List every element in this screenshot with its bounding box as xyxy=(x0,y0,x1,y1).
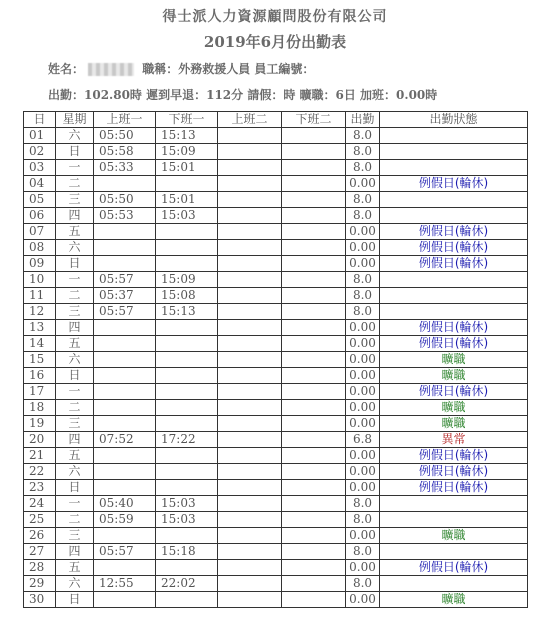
table-cell: 四 xyxy=(56,432,94,448)
table-cell: 01 xyxy=(24,128,56,144)
status-cell xyxy=(380,128,528,144)
table-cell: 20 xyxy=(24,432,56,448)
table-row xyxy=(24,288,528,304)
table-cell xyxy=(218,432,282,448)
table-row xyxy=(24,384,528,400)
table-cell xyxy=(156,320,218,336)
table-cell xyxy=(218,400,282,416)
column-header: 上班一 xyxy=(94,112,156,128)
table-cell: 0.00 xyxy=(346,384,380,400)
table-cell xyxy=(218,464,282,480)
column-header: 下班二 xyxy=(282,112,346,128)
table-cell xyxy=(156,464,218,480)
table-cell: 一 xyxy=(56,272,94,288)
table-cell xyxy=(282,448,346,464)
table-cell xyxy=(218,208,282,224)
table-cell: 8.0 xyxy=(346,512,380,528)
table-cell xyxy=(94,240,156,256)
table-cell xyxy=(282,160,346,176)
table-cell xyxy=(156,416,218,432)
table-cell: 07:52 xyxy=(94,432,156,448)
table-cell xyxy=(282,592,346,608)
table-cell: 三 xyxy=(56,416,94,432)
table-cell xyxy=(156,240,218,256)
status-cell: 例假日(輪休) xyxy=(380,384,528,400)
table-cell xyxy=(282,320,346,336)
table-cell: 05:37 xyxy=(94,288,156,304)
table-cell: 12:55 xyxy=(94,576,156,592)
status-cell xyxy=(380,496,528,512)
status-cell xyxy=(380,512,528,528)
table-cell: 六 xyxy=(56,352,94,368)
table-cell: 8.0 xyxy=(346,128,380,144)
status-cell: 例假日(輪休) xyxy=(380,240,528,256)
table-row xyxy=(24,464,528,480)
attendance-summary: 出勤：102.80時 遲到早退：112分 請假：時 曠職：6日 加班：0.00時 xyxy=(48,88,438,102)
table-cell xyxy=(218,336,282,352)
table-cell xyxy=(282,192,346,208)
table-cell: 03 xyxy=(24,160,56,176)
table-cell xyxy=(218,592,282,608)
table-cell xyxy=(94,448,156,464)
table-cell: 日 xyxy=(56,256,94,272)
table-cell xyxy=(282,352,346,368)
table-cell xyxy=(156,256,218,272)
table-cell xyxy=(156,560,218,576)
table-cell: 二 xyxy=(56,512,94,528)
table-cell: 一 xyxy=(56,496,94,512)
table-cell xyxy=(218,368,282,384)
table-row xyxy=(24,256,528,272)
column-header: 出勤 xyxy=(346,112,380,128)
status-cell: 異常 xyxy=(380,432,528,448)
table-cell xyxy=(218,416,282,432)
table-cell: 06 xyxy=(24,208,56,224)
table-cell xyxy=(282,512,346,528)
table-cell: 二 xyxy=(56,288,94,304)
table-cell xyxy=(156,224,218,240)
table-cell: 15:18 xyxy=(156,544,218,560)
table-cell: 三 xyxy=(56,304,94,320)
table-row xyxy=(24,160,528,176)
table-cell: 22:02 xyxy=(156,576,218,592)
table-cell xyxy=(218,320,282,336)
table-cell: 05:50 xyxy=(94,128,156,144)
table-cell xyxy=(94,464,156,480)
table-cell xyxy=(218,352,282,368)
table-cell xyxy=(282,304,346,320)
table-cell xyxy=(218,304,282,320)
redacted-name xyxy=(88,63,134,76)
table-cell: 12 xyxy=(24,304,56,320)
table-cell: 0.00 xyxy=(346,416,380,432)
status-cell: 例假日(輪休) xyxy=(380,320,528,336)
table-cell: 8.0 xyxy=(346,144,380,160)
table-cell xyxy=(282,272,346,288)
table-cell: 15:01 xyxy=(156,192,218,208)
table-cell: 8.0 xyxy=(346,272,380,288)
table-cell xyxy=(282,432,346,448)
table-cell: 五 xyxy=(56,448,94,464)
table-cell: 0.00 xyxy=(346,592,380,608)
status-cell xyxy=(380,304,528,320)
table-cell: 6.8 xyxy=(346,432,380,448)
table-cell xyxy=(282,208,346,224)
table-cell: 0.00 xyxy=(346,256,380,272)
status-cell: 例假日(輪休) xyxy=(380,256,528,272)
table-cell xyxy=(282,144,346,160)
table-cell xyxy=(282,544,346,560)
table-cell: 15:03 xyxy=(156,496,218,512)
status-cell: 例假日(輪休) xyxy=(380,464,528,480)
table-row xyxy=(24,368,528,384)
table-cell xyxy=(218,576,282,592)
table-cell: 27 xyxy=(24,544,56,560)
status-cell: 例假日(輪休) xyxy=(380,336,528,352)
table-cell xyxy=(282,480,346,496)
table-cell: 18 xyxy=(24,400,56,416)
name-label: 姓名： xyxy=(48,62,85,76)
table-cell xyxy=(282,288,346,304)
table-cell xyxy=(94,368,156,384)
table-cell: 05:53 xyxy=(94,208,156,224)
column-header: 星期 xyxy=(56,112,94,128)
company-name: 得士派人力資源顧問股份有限公司 xyxy=(162,9,388,25)
status-cell xyxy=(380,160,528,176)
table-cell: 15:01 xyxy=(156,160,218,176)
table-cell xyxy=(94,224,156,240)
table-cell: 0.00 xyxy=(346,400,380,416)
table-cell: 三 xyxy=(56,192,94,208)
table-cell: 0.00 xyxy=(346,528,380,544)
table-cell: 0.00 xyxy=(346,240,380,256)
status-cell xyxy=(380,288,528,304)
table-cell xyxy=(156,176,218,192)
job-title: 職稱：外務救援人員 xyxy=(142,62,251,76)
table-row xyxy=(24,512,528,528)
status-cell: 例假日(輪休) xyxy=(380,560,528,576)
table-cell: 0.00 xyxy=(346,560,380,576)
table-cell: 26 xyxy=(24,528,56,544)
table-cell xyxy=(156,448,218,464)
table-cell xyxy=(94,352,156,368)
table-cell xyxy=(282,528,346,544)
table-cell xyxy=(156,384,218,400)
table-cell xyxy=(94,400,156,416)
table-cell: 15:13 xyxy=(156,128,218,144)
table-cell: 05:58 xyxy=(94,144,156,160)
table-cell xyxy=(218,144,282,160)
table-cell xyxy=(94,592,156,608)
status-cell xyxy=(380,544,528,560)
table-cell xyxy=(282,560,346,576)
table-cell: 08 xyxy=(24,240,56,256)
table-cell xyxy=(218,128,282,144)
table-cell: 15 xyxy=(24,352,56,368)
table-row xyxy=(24,592,528,608)
column-header: 上班二 xyxy=(218,112,282,128)
table-cell: 8.0 xyxy=(346,304,380,320)
table-row xyxy=(24,400,528,416)
table-row xyxy=(24,208,528,224)
table-cell: 16 xyxy=(24,368,56,384)
table-cell: 0.00 xyxy=(346,480,380,496)
table-cell: 15:03 xyxy=(156,512,218,528)
table-row xyxy=(24,320,528,336)
table-cell xyxy=(94,384,156,400)
status-cell: 曠職 xyxy=(380,528,528,544)
status-cell xyxy=(380,272,528,288)
table-cell xyxy=(218,256,282,272)
table-cell: 05:57 xyxy=(94,272,156,288)
table-cell: 05:50 xyxy=(94,192,156,208)
status-cell xyxy=(380,144,528,160)
table-cell: 六 xyxy=(56,464,94,480)
table-row xyxy=(24,336,528,352)
table-cell: 22 xyxy=(24,464,56,480)
attendance-table xyxy=(23,111,528,608)
table-cell xyxy=(282,400,346,416)
table-cell: 10 xyxy=(24,272,56,288)
table-row xyxy=(24,576,528,592)
table-cell xyxy=(282,176,346,192)
table-row xyxy=(24,448,528,464)
status-cell: 曠職 xyxy=(380,352,528,368)
table-cell: 8.0 xyxy=(346,496,380,512)
table-cell: 11 xyxy=(24,288,56,304)
column-header: 出勤狀態 xyxy=(380,112,528,128)
table-cell xyxy=(282,256,346,272)
table-cell xyxy=(94,528,156,544)
table-cell: 8.0 xyxy=(346,192,380,208)
table-cell xyxy=(282,496,346,512)
status-cell xyxy=(380,576,528,592)
table-cell: 21 xyxy=(24,448,56,464)
table-cell: 25 xyxy=(24,512,56,528)
table-cell: 四 xyxy=(56,320,94,336)
status-cell: 例假日(輪休) xyxy=(380,448,528,464)
table-cell: 日 xyxy=(56,144,94,160)
table-cell xyxy=(218,192,282,208)
table-cell: 05:59 xyxy=(94,512,156,528)
table-cell: 一 xyxy=(56,384,94,400)
status-cell: 例假日(輪休) xyxy=(380,176,528,192)
table-cell xyxy=(282,336,346,352)
table-cell: 0.00 xyxy=(346,352,380,368)
table-row xyxy=(24,544,528,560)
table-cell: 五 xyxy=(56,224,94,240)
table-cell xyxy=(282,224,346,240)
table-cell: 日 xyxy=(56,480,94,496)
table-cell xyxy=(218,528,282,544)
table-cell: 17 xyxy=(24,384,56,400)
table-cell: 19 xyxy=(24,416,56,432)
table-cell xyxy=(218,240,282,256)
table-cell xyxy=(218,272,282,288)
table-cell: 8.0 xyxy=(346,576,380,592)
table-cell xyxy=(218,448,282,464)
table-cell: 0.00 xyxy=(346,464,380,480)
table-cell: 15:09 xyxy=(156,272,218,288)
table-cell: 09 xyxy=(24,256,56,272)
status-cell: 曠職 xyxy=(380,368,528,384)
table-cell xyxy=(94,336,156,352)
table-cell: 一 xyxy=(56,160,94,176)
table-cell: 六 xyxy=(56,576,94,592)
table-cell: 15:13 xyxy=(156,304,218,320)
table-cell xyxy=(156,368,218,384)
table-header-row xyxy=(24,112,528,128)
table-cell: 05:40 xyxy=(94,496,156,512)
table-cell xyxy=(282,368,346,384)
status-cell xyxy=(380,192,528,208)
table-cell: 23 xyxy=(24,480,56,496)
table-cell: 04 xyxy=(24,176,56,192)
table-cell xyxy=(218,176,282,192)
table-cell: 六 xyxy=(56,128,94,144)
table-cell: 29 xyxy=(24,576,56,592)
table-cell: 日 xyxy=(56,592,94,608)
table-row xyxy=(24,144,528,160)
table-cell: 五 xyxy=(56,560,94,576)
table-cell: 8.0 xyxy=(346,160,380,176)
status-cell: 曠職 xyxy=(380,592,528,608)
table-cell xyxy=(218,160,282,176)
table-body xyxy=(24,128,528,608)
table-row xyxy=(24,304,528,320)
status-cell xyxy=(380,208,528,224)
table-cell xyxy=(218,544,282,560)
table-cell xyxy=(218,384,282,400)
column-header: 日 xyxy=(24,112,56,128)
table-row xyxy=(24,176,528,192)
table-cell: 15:03 xyxy=(156,208,218,224)
table-row xyxy=(24,416,528,432)
table-row xyxy=(24,480,528,496)
status-cell: 曠職 xyxy=(380,400,528,416)
table-cell xyxy=(94,416,156,432)
table-row xyxy=(24,272,528,288)
table-cell: 0.00 xyxy=(346,336,380,352)
table-cell: 0.00 xyxy=(346,224,380,240)
table-cell: 05 xyxy=(24,192,56,208)
status-cell: 例假日(輪休) xyxy=(380,224,528,240)
status-cell: 曠職 xyxy=(380,416,528,432)
table-cell: 8.0 xyxy=(346,288,380,304)
table-cell: 15:09 xyxy=(156,144,218,160)
table-row xyxy=(24,224,528,240)
table-cell xyxy=(282,464,346,480)
table-cell xyxy=(218,496,282,512)
table-row xyxy=(24,352,528,368)
table-cell xyxy=(282,416,346,432)
table-cell: 四 xyxy=(56,208,94,224)
table-cell xyxy=(156,480,218,496)
table-cell xyxy=(218,480,282,496)
table-cell: 五 xyxy=(56,336,94,352)
table-cell: 13 xyxy=(24,320,56,336)
column-header: 下班一 xyxy=(156,112,218,128)
table-row xyxy=(24,528,528,544)
table-cell: 17:22 xyxy=(156,432,218,448)
table-cell xyxy=(94,480,156,496)
table-cell: 四 xyxy=(56,544,94,560)
table-cell: 30 xyxy=(24,592,56,608)
table-cell: 0.00 xyxy=(346,176,380,192)
table-cell: 日 xyxy=(56,368,94,384)
table-cell xyxy=(156,336,218,352)
table-cell: 15:08 xyxy=(156,288,218,304)
table-cell xyxy=(94,176,156,192)
table-cell xyxy=(94,320,156,336)
table-cell: 0.00 xyxy=(346,368,380,384)
table-cell: 8.0 xyxy=(346,544,380,560)
page-title: 2019年6月份出勤表 xyxy=(203,33,347,51)
table-cell xyxy=(218,512,282,528)
table-row xyxy=(24,192,528,208)
table-cell xyxy=(94,560,156,576)
table-cell: 05:57 xyxy=(94,304,156,320)
table-row xyxy=(24,560,528,576)
table-cell: 05:33 xyxy=(94,160,156,176)
table-cell: 05:57 xyxy=(94,544,156,560)
table-cell xyxy=(94,256,156,272)
table-cell: 02 xyxy=(24,144,56,160)
table-cell: 8.0 xyxy=(346,208,380,224)
table-cell: 07 xyxy=(24,224,56,240)
employee-info xyxy=(48,60,314,77)
table-cell xyxy=(282,384,346,400)
table-cell: 六 xyxy=(56,240,94,256)
table-cell: 二 xyxy=(56,400,94,416)
status-cell: 例假日(輪休) xyxy=(380,480,528,496)
table-cell: 24 xyxy=(24,496,56,512)
table-cell xyxy=(156,528,218,544)
table-cell: 14 xyxy=(24,336,56,352)
table-cell xyxy=(218,560,282,576)
table-cell xyxy=(156,592,218,608)
table-cell xyxy=(218,224,282,240)
table-cell: 二 xyxy=(56,176,94,192)
table-row xyxy=(24,432,528,448)
table-cell xyxy=(218,288,282,304)
table-cell xyxy=(156,352,218,368)
table-cell: 0.00 xyxy=(346,320,380,336)
table-cell: 三 xyxy=(56,528,94,544)
table-cell xyxy=(156,400,218,416)
table-cell: 28 xyxy=(24,560,56,576)
table-cell xyxy=(282,128,346,144)
table-row xyxy=(24,128,528,144)
table-cell xyxy=(282,576,346,592)
table-cell xyxy=(282,240,346,256)
employee-number-label: 員工編號： xyxy=(254,62,315,76)
table-row xyxy=(24,496,528,512)
table-row xyxy=(24,240,528,256)
table-cell: 0.00 xyxy=(346,448,380,464)
